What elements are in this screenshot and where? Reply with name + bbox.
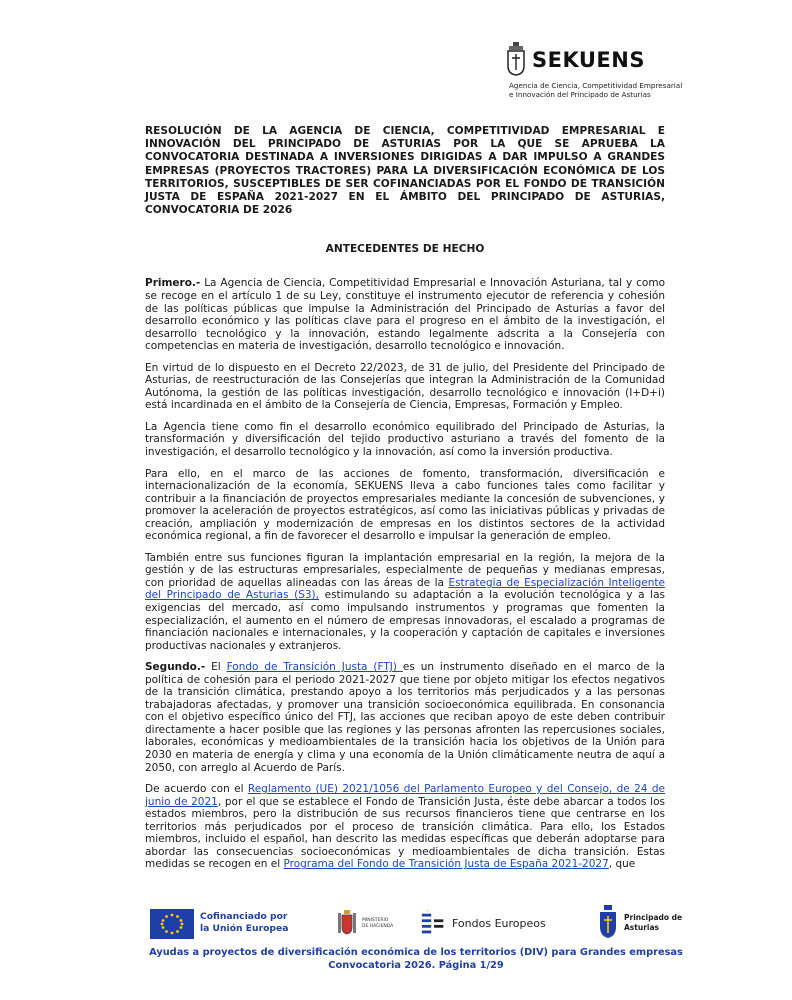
- programa-ftj-link[interactable]: Programa del Fondo de Transición Justa de España 2021-2027: [283, 858, 609, 871]
- footer-page-number: Convocatoria 2026. Página 1/29: [328, 959, 504, 971]
- paragraph-text: La Agencia de Ciencia, Competitividad Empresarial e Innovación Asturiana, tal y como se recoge en el artículo 1 de su Ley, constituye el instrumento ejecutor de referencia y cohesión de las políticas públicas que impulse la Administración del Principado de Asturias a favor del desarrollo económico y las políticas clave para el progreso en el ámbito de la investigación, el desarrollo tecnológico y la innovación, estando legalmente adscrita a la Consejería con competencias en materia de investigación, desarrollo tecnológico e innovación.: [145, 277, 665, 353]
- footer-caption: [100, 947, 732, 972]
- principado-line-2: Asturias: [624, 923, 659, 932]
- section-heading: ANTECEDENTES DE HECHO: [325, 243, 485, 256]
- paragraph-text: estimulando su adaptación a la evolución tecnológica y a las exigencias del mercado, así como impulsando instrumentos y programas que fomenten la especialización, el aumento en el número de empresas innovadoras, el escalado a programas de financiación nacionales e internacionales, y la cooperación y captación de capitales e inversiones productivas nacionales y extranjeros.: [145, 589, 666, 652]
- eu-label-line-2: la Unión Europea: [200, 923, 289, 934]
- footer-caption-line-1: Ayudas a proyectos de diversificación económica de los territorios (DIV) para Grandes empresas: [149, 947, 683, 958]
- sekuens-logo: [506, 40, 686, 100]
- paragraph-text: El: [205, 661, 227, 674]
- ministerio-line-1: MINISTERIO: [362, 918, 389, 923]
- ftj-link[interactable]: Fondo de Transición Justa (FTJ): [226, 661, 403, 674]
- brand-name: SEKUENS: [532, 48, 645, 72]
- brand-subtitle: [509, 81, 682, 99]
- principado-crest-icon: [598, 905, 618, 939]
- ministerio-line-2: DE HACIENDA: [362, 924, 394, 929]
- document-title: RESOLUCIÓN DE LA AGENCIA DE CIENCIA, COMPETITIVIDAD EMPRESARIAL E INNOVACIÓN DEL PRINCIPADO DE ASTURIAS POR LA QUE SE APRUEBA LA CONVOCATORIA DESTINADA A INVERSIONES DIRIGIDAS A DAR IMPULSO A GRANDES EMPRESAS (PROYECTOS TRACTORES) PARA LA DIVERSIFICACIÓN ECONÓMICA DE LOS TERRITORIOS, SUSCEPTIBLES DE SER COFINANCIADAS POR EL FONDO DE TRANSICIÓN JUSTA DE ESPAÑA 2021-2027 EN EL ÁMBITO DEL PRINCIPADO DE ASTURIAS, CONVOCATORIA DE 2026: [145, 125, 665, 217]
- paragraph-primero: [145, 277, 665, 352]
- paragraph-text: De acuerdo con el: [145, 783, 248, 796]
- paragraph-text: es un instrumento diseñado en el marco de la política de cohesión para el periodo 2021-2027 que tiene por objeto mitigar los efectos negativos de la transición climática, prestando apoyo a los territorios más perjudicados y a las personas trabajadoras afectadas, y promover una transición socioeconómica equilibrada. En consonancia con el objetivo específico único del FTJ, las acciones que reciban apoyo de este deben contribuir directamente a hacer posible que las regiones y las personas afronten las repercusiones sociales, laborales, económicas y medioambientales de la transición hacia los objetivos de la Unión para 2030 en materia de energía y clima y una economía de la Unión climáticamente neutra de aquí a 2050, con arreglo al Acuerdo de París.: [145, 661, 665, 774]
- paragraph-text: , por el que se establece el Fondo de Transición Justa, éste debe abarcar a todos los estados miembros, pero la distribución de sus recursos financieros tiene que centrarse en los territorios más perjudicados por el proceso de transición climática. Para ello, los Estados miembros, incluido el español, han descrito las medidas específicas que deberán adoptarse para abordar las consecuencias socioeconómicas y medioambientales de dicha transición. Estas medidas se recogen en el: [145, 795, 665, 871]
- document-body: [145, 125, 665, 880]
- paragraph-decreto: En virtud de lo dispuesto en el Decreto 22/2023, de 31 de julio, del Presidente del Principado de Asturias, de reestructuración de las Consejerías que integran la Administración de la Comunidad Autónoma, la gestión de las políticas investigación, desarrollo tecnológico e innovación (I+D+i) está incardinada en el ámbito de la Consejería de Ciencia, Empresas, Formación y Empleo.: [145, 361, 665, 412]
- ministerio-hacienda-logo: [336, 909, 414, 939]
- paragraph-text: , que: [608, 858, 636, 871]
- paragraph-segundo: [145, 661, 665, 774]
- paragraph-agencia-fin: La Agencia tiene como fin el desarrollo económico equilibrado del Principado de Asturias, la transformación y diversificación del tejido productivo asturiano a través del fomento de la investigación, el desarrollo tecnológico y la innovación, así como la inversión productiva.: [145, 420, 665, 458]
- paragraph-lead: Primero.-: [145, 277, 201, 290]
- paragraph-lead: Segundo.-: [145, 661, 206, 674]
- ministerio-label: [362, 918, 393, 930]
- paragraph-para-ello: Para ello, en el marco de las acciones de fomento, transformación, diversificación e internacionalización de la economía, SEKUENS lleva a cabo funciones tales como facilitar y contribuir a la financiación de proyectos empresariales mediante la concesión de subvenciones, y promover la aceleración de proyectos estratégicos, así como las iniciativas públicas y privadas de creación, ampliación y modernización de empresas en los distintos sectores de la actividad económica regional, a fin de favorecer el desarrollo e impulsar la generación de empleo.: [145, 467, 665, 543]
- principado-line-1: Principado de: [624, 913, 683, 922]
- paragraph-funciones: [145, 552, 665, 652]
- fondos-europeos-label: Fondos Europeos: [452, 917, 546, 930]
- s3-strategy-link[interactable]: Estrategia de Especialización Inteligente del Principado de Asturias (S3),: [145, 576, 665, 602]
- brand-subtitle-line-1: Agencia de Ciencia, Competitividad Empresarial: [509, 81, 683, 90]
- brand-subtitle-line-2: e Innovación del Principado de Asturias: [509, 90, 651, 99]
- principado-asturias-logo: [598, 905, 688, 943]
- eu-label-line-1: Cofinanciado por: [200, 911, 288, 922]
- fondos-europeos-icon: [420, 909, 448, 939]
- eu-cofinanced-label: [200, 911, 288, 935]
- paragraph-reglamento: [145, 783, 665, 871]
- fondos-europeos-logo: [420, 907, 550, 939]
- spain-crest-icon: [336, 909, 358, 937]
- eu-flag-icon: [150, 909, 194, 939]
- reglamento-link[interactable]: Reglamento (UE) 2021/1056 del Parlamento Europeo y del Consejo, de 24 de junio de 2021: [145, 783, 665, 808]
- asturias-crest-icon: [506, 42, 526, 76]
- paragraph-text: También entre sus funciones figuran la implantación empresarial en la región, la mejora de la gestión y de las estructuras empresariales, especialmente de pequeñas y medianas empresas, con prioridad de aquellas alineadas con las áreas de la: [145, 551, 665, 589]
- footer-logos: [150, 905, 685, 945]
- principado-label: [624, 913, 682, 933]
